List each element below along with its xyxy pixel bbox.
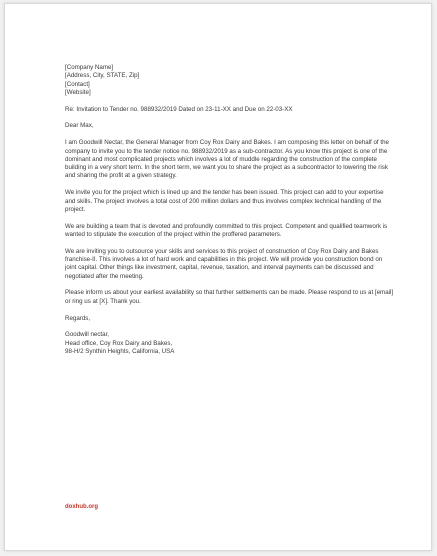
signature-name: Goodwill nectar, (65, 331, 110, 339)
sender-contact: [Contact] (65, 80, 90, 88)
watermark-link[interactable]: doxhub.org (65, 504, 98, 510)
letter-body (65, 64, 395, 365)
sender-block (65, 64, 395, 97)
paragraph-outsource: We are inviting you to outsource your skills and services to this project of construction of Coy Rox Dairy and Bakes franchise-II. This involves a lot of hard work and capabilities in this project. We will provide you construction bond on joint capital. Other things like investment, capital, revenue, taxation, and interval payments can be discussed and negotiated after the meeting. (65, 247, 383, 280)
subject-line (65, 106, 395, 114)
signature-address: 98-H/2 Synthin Heights, California, USA (65, 347, 175, 355)
paragraph-intro: I am Goodwill Nectar, the General Manager from Coy Rox Dairy and Bakes. I am composing this letter on behalf of the company to invite you to the tender notice no. 988932/2019 as a sub-contractor. As you know this project is one of the dominant and most complicated projects which involves a lot of muddle regarding the construction of the complete building in a very short term. In the short term, we want you to share the project as a subcontractor to lowering the risk and sharing the profit at a given strategy. (65, 139, 389, 180)
subject-text: Re: Invitation to Tender no. 988932/2019 Dated on 23-11-XX and Due on 22-03-XX (65, 105, 293, 113)
signature-block (65, 331, 395, 356)
salutation-text: Dear Max, (65, 122, 94, 130)
paragraph-availability: Please inform us about your earliest availability so that further settlements can be made. Please respond to us at [email] or ring us at [X]. Thank you. (65, 289, 394, 305)
sender-company: [Company Name] (65, 64, 114, 71)
paragraph-team: We are building a team that is devoted and profoundly committed to this project. Competent and qualified teamwork is wanted to stipulate the execution of the project within the proffered parameters. (65, 222, 388, 238)
closing (65, 315, 395, 323)
paragraph-invitation: We invite you for the project which is lined up and the tender has been issued. This project can add to your expertise and skills. The project involves a total cost of 200 million dollars and thus involves complex technical handling of the project. (65, 189, 384, 213)
sender-website: [Website] (65, 88, 91, 96)
letter-page (4, 3, 432, 551)
signature-title: Head office, Coy Rox Dairy and Bakes, (65, 339, 173, 347)
salutation (65, 122, 395, 130)
sender-address: [Address, City, STATE, Zip] (65, 72, 140, 80)
closing-text: Regards, (65, 314, 91, 322)
